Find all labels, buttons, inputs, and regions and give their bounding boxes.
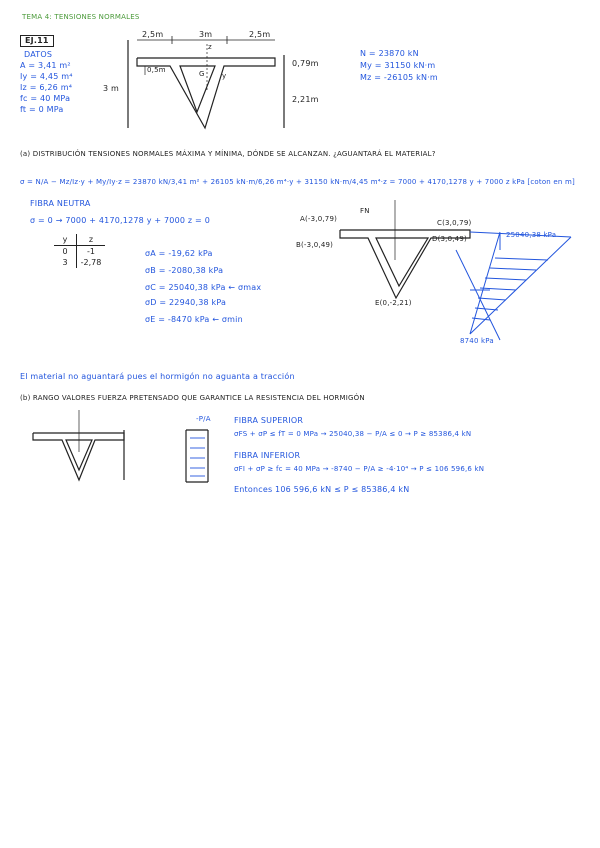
point-d: D(3,0,49) (432, 235, 467, 243)
result-range: Entonces 106 596,6 kN ≤ P ≤ 85386,4 kN (234, 485, 410, 494)
axis-z-label: z (208, 43, 212, 51)
dim-left: 2,5m (142, 30, 164, 39)
centroid-label: G (199, 70, 205, 78)
stress-b: σB = -2080,38 kPa (145, 266, 224, 275)
dim-bottom: 2,21m (292, 95, 319, 104)
datos-line-4: fc = 40 MPa (20, 94, 71, 103)
point-b: B(-3,0,49) (296, 241, 334, 249)
datos-line-1: A = 3,41 m² (20, 61, 71, 70)
dim-mid: 3m (199, 30, 213, 39)
dim-right: 2,5m (249, 30, 271, 39)
stress-a: σA = -19,62 kPa (145, 249, 213, 258)
point-a: A(-3,0,79) (300, 215, 338, 223)
stress-diagram (456, 232, 571, 340)
table-cell: -1 (87, 247, 95, 256)
table-cell: 3 (54, 257, 77, 268)
point-c: C(3,0,79) (437, 219, 472, 227)
dim-top: 0,79m (292, 59, 319, 68)
stress-e: σE = -8470 kPa ← σmin (145, 315, 243, 324)
fn-table (54, 234, 105, 268)
p-over-a-label: -P/A (196, 415, 211, 423)
page-title: TEMA 4: TENSIONES NORMALES (22, 13, 140, 21)
dim-height: 3 m (103, 84, 120, 93)
axis-y-label: y (222, 72, 227, 80)
fibra-inferior-eq: σFI + σP ≥ fc = 40 MPa → -8740 − P/A ≥ -4·10⁴ → P ≤ 106 596,6 kN (234, 465, 485, 473)
dim-wall: 0,5m (147, 66, 166, 74)
fibra-neutra-eq: σ = 0 → 7000 + 4170,1278 y + 7000 z = 0 (30, 216, 210, 225)
exercise-label: EJ.11 (20, 35, 54, 47)
point-e: E(0,-2,21) (375, 299, 412, 307)
diagram-max: 25040,38 kPa (506, 231, 557, 239)
datos-title: DATOS (24, 50, 53, 59)
cross-section-b (33, 410, 208, 482)
fibra-superior-title: FIBRA SUPERIOR (234, 416, 304, 425)
datos-line-5: ft = 0 MPa (20, 105, 64, 114)
fibra-superior-eq: σFS + σP ≤ fT = 0 MPa → 25040,38 − P/A ≤ 0 → P ≥ 85386,4 kN (234, 430, 472, 438)
load-mz: Mz = -26105 kN·m (360, 73, 438, 82)
fibra-inferior-title: FIBRA INFERIOR (234, 451, 301, 460)
table-cell: 0 (54, 246, 77, 258)
table-header-z: z (77, 234, 106, 246)
fibra-neutra-title: FIBRA NEUTRA (30, 199, 91, 208)
cross-section-top (128, 36, 284, 128)
datos-line-3: Iz = 6,26 m⁴ (20, 83, 73, 92)
load-arrows-b (190, 438, 205, 476)
conclusion-a: El material no aguantará pues el hormigón no aguanta a tracción (20, 372, 295, 381)
table-cell: -2,78 (80, 258, 102, 267)
load-n: N = 23870 kN (360, 49, 419, 58)
fn-label: FN (360, 207, 370, 215)
stress-formula: σ = N/A − Mz/Iz·y + My/Iy·z = 23870 kN/3,41 m² + 26105 kN·m/6,26 m⁴·y + 31150 kN·m/4,45 m⁴·z = 7000 + 4170,1278 y + 7000 z kPa [coton en m] (20, 178, 575, 186)
stress-c: σC = 25040,38 kPa ← σmax (145, 283, 262, 292)
stress-d: σD = 22940,38 kPa (145, 298, 227, 307)
table-header-y: y (54, 234, 77, 246)
diagram-min: 8740 kPa (460, 337, 494, 345)
load-my: My = 31150 kN·m (360, 61, 436, 70)
part-a-title: (a) DISTRIBUCIÓN TENSIONES NORMALES MÁXIMA Y MÍNIMA, DÓNDE SE ALCANZAN. ¿AGUANTARÁ EL MATERIAL? (20, 150, 436, 158)
part-b-title: (b) RANGO VALORES FUERZA PRETENSADO QUE GARANTICE LA RESISTENCIA DEL HORMIGÓN (20, 394, 365, 402)
datos-line-2: Iy = 4,45 m⁴ (20, 72, 73, 81)
